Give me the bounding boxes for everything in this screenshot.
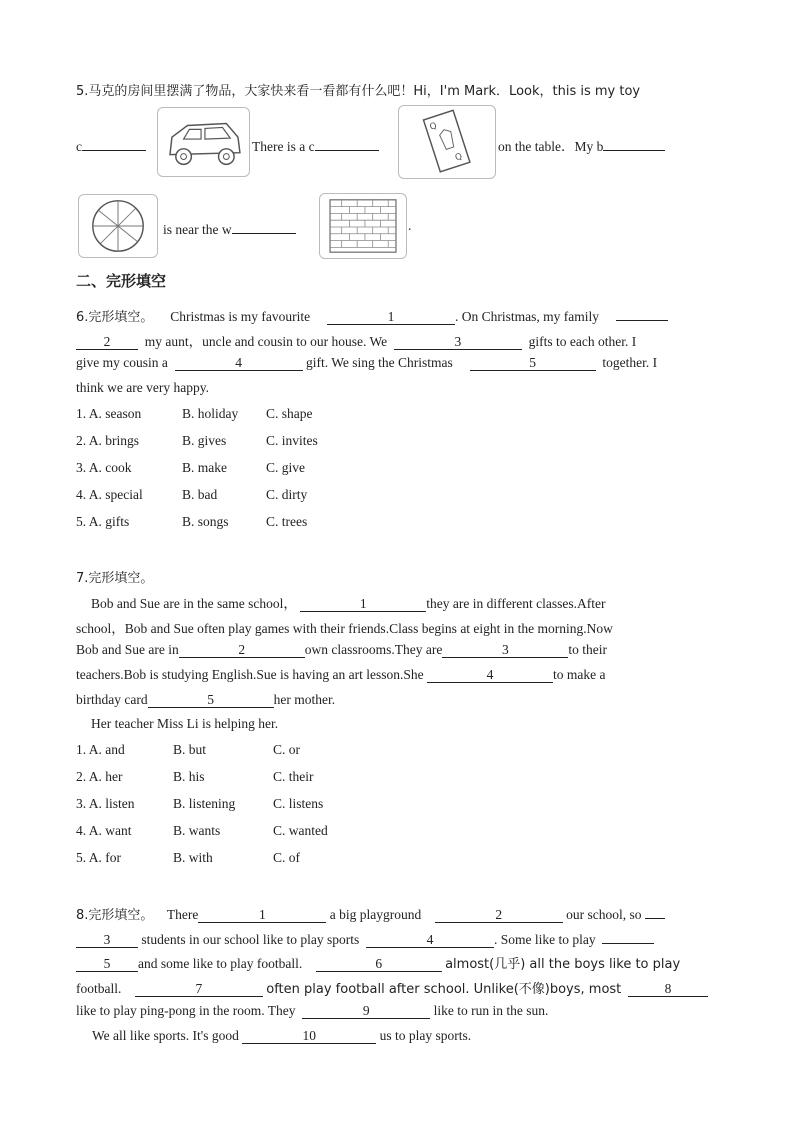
playing-card-icon — [399, 106, 495, 178]
answer-blank[interactable]: 5 — [148, 692, 274, 708]
answer-blank[interactable]: 7 — [135, 981, 263, 997]
option-choice[interactable]: C. wanted — [273, 823, 328, 838]
ball-icon — [79, 195, 157, 257]
option-choice[interactable]: B. bad — [182, 487, 218, 502]
brick-wall-icon — [320, 194, 406, 258]
option-choice[interactable]: C. dirty — [266, 487, 308, 502]
q8-line-2: 3 students in our school like to play sports 4 . Some like to play — [76, 928, 654, 948]
option-choice[interactable]: 1. A. season — [76, 406, 142, 421]
q7-line-1: Bob and Sue are in the same school， 1 they are in different classes.After — [91, 596, 606, 611]
option-choice[interactable]: B. his — [173, 769, 205, 784]
q6-line-1: 6.完形填空。 Christmas is my favourite 1 . On Christmas, my family — [76, 305, 668, 325]
answer-blank[interactable]: 1 — [327, 309, 455, 325]
option-choice[interactable]: B. with — [173, 850, 213, 865]
answer-blank[interactable]: 4 — [366, 932, 494, 948]
answer-blank[interactable]: 5 — [76, 956, 138, 972]
option-choice[interactable]: B. wants — [173, 823, 221, 838]
q6-line-2: 2 my aunt，uncle and cousin to our house. We 3 gifts to each other. I — [76, 330, 636, 350]
option-choice[interactable]: 4. A. special — [76, 487, 143, 502]
q7-title: 7.完形填空。 — [76, 571, 154, 586]
q6-line-4: think we are very happy. — [76, 380, 209, 395]
option-choice[interactable]: C. or — [273, 742, 300, 757]
answer-blank[interactable] — [645, 903, 665, 919]
option-choice[interactable]: C. invites — [266, 433, 318, 448]
svg-text:Q: Q — [428, 121, 439, 133]
answer-blank[interactable] — [315, 135, 379, 151]
answer-blank[interactable]: 1 — [198, 907, 326, 923]
answer-blank[interactable]: 2 — [76, 334, 138, 350]
option-choice[interactable]: B. listening — [173, 796, 236, 811]
option-choice[interactable]: B. songs — [182, 514, 229, 529]
q5-period: . — [408, 218, 412, 233]
answer-blank[interactable]: 8 — [628, 981, 708, 997]
answer-blank[interactable]: 3 — [442, 642, 568, 658]
answer-blank[interactable]: 2 — [435, 907, 563, 923]
answer-blank[interactable]: 10 — [242, 1028, 376, 1044]
option-choice[interactable]: B. but — [173, 742, 207, 757]
option-choice[interactable]: 1. A. and — [76, 742, 125, 757]
option-choice[interactable]: 2. A. her — [76, 769, 123, 784]
q8-line-6: We all like sports. It's good 10 us to play sports. — [92, 1028, 472, 1043]
card-picture — [398, 105, 496, 179]
option-choice[interactable]: 5. A. for — [76, 850, 121, 865]
option-choice[interactable]: 3. A. cook — [76, 460, 132, 475]
option-choice[interactable]: C. their — [273, 769, 314, 784]
answer-blank[interactable]: 2 — [179, 642, 305, 658]
q8-line-1: 8.完形填空。 There 1 a big playground 2 our school, so — [76, 903, 665, 923]
q6-line-3: give my cousin a 4 gift. We sing the Christmas 5 together. I — [76, 355, 658, 370]
answer-blank[interactable]: 3 — [76, 932, 138, 948]
q8-line-4: football. 7 often play football after school. Unlike(不像)boys, most 8 — [76, 978, 708, 997]
option-choice[interactable]: 3. A. listen — [76, 796, 135, 811]
option-choice[interactable]: B. holiday — [182, 406, 239, 421]
q5-line-2: c — [76, 135, 146, 155]
answer-blank[interactable]: 9 — [302, 1003, 430, 1019]
q7-line-4: teachers.Bob is studying English.Sue is having an art lesson.She 4 to make a — [76, 667, 606, 682]
answer-blank[interactable]: 1 — [300, 596, 426, 612]
q5-intro: 5.马克的房间里摆满了物品，大家快来看一看都有什么吧！Hi，I'm Mark．Look，this is my toy — [76, 84, 641, 99]
answer-blank[interactable]: 3 — [394, 334, 522, 350]
q7-line-2: school，Bob and Sue often play games with their friends.Class begins at eight in the morning.Now — [76, 621, 613, 636]
q8-line-5: like to play ping-pong in the room. They 9 like to run in the sun. — [76, 1003, 549, 1018]
option-choice[interactable]: 4. A. want — [76, 823, 132, 838]
answer-blank[interactable]: 4 — [427, 667, 553, 683]
answer-blank[interactable]: 6 — [316, 956, 442, 972]
q7-line-3: Bob and Sue are in 2 own classrooms.They are 3 to their — [76, 642, 607, 657]
wall-picture — [319, 193, 407, 259]
q5-line-2c: on the table．My b — [498, 135, 665, 155]
svg-text:Q: Q — [453, 151, 464, 164]
option-choice[interactable]: C. give — [266, 460, 305, 475]
option-choice[interactable]: B. make — [182, 460, 227, 475]
q8-line-3: 5 and some like to play football. 6 almost(几乎) all the boys like to play — [76, 953, 680, 972]
answer-blank[interactable] — [82, 135, 146, 151]
option-choice[interactable]: C. listens — [273, 796, 324, 811]
q7-line-5: birthday card 5 her mother. — [76, 692, 336, 707]
option-choice[interactable]: C. shape — [266, 406, 313, 421]
option-choice[interactable]: B. gives — [182, 433, 227, 448]
ball-picture — [78, 194, 158, 258]
answer-blank[interactable]: 4 — [175, 355, 303, 371]
answer-blank[interactable] — [603, 135, 665, 151]
answer-blank[interactable] — [616, 305, 668, 321]
answer-blank[interactable] — [232, 218, 296, 234]
answer-blank[interactable] — [602, 928, 654, 944]
toy-car-icon — [158, 108, 249, 176]
section-title: 二、完形填空 — [76, 272, 167, 290]
toy-car-picture — [157, 107, 250, 177]
option-choice[interactable]: 2. A. brings — [76, 433, 140, 448]
option-choice[interactable]: C. trees — [266, 514, 308, 529]
option-choice[interactable]: 5. A. gifts — [76, 514, 130, 529]
q5-line-3: is near the w — [163, 218, 296, 238]
q5-line-2b: There is a c — [252, 135, 379, 155]
answer-blank[interactable]: 5 — [470, 355, 596, 371]
q7-line-6: Her teacher Miss Li is helping her. — [91, 716, 279, 731]
option-choice[interactable]: C. of — [273, 850, 300, 865]
